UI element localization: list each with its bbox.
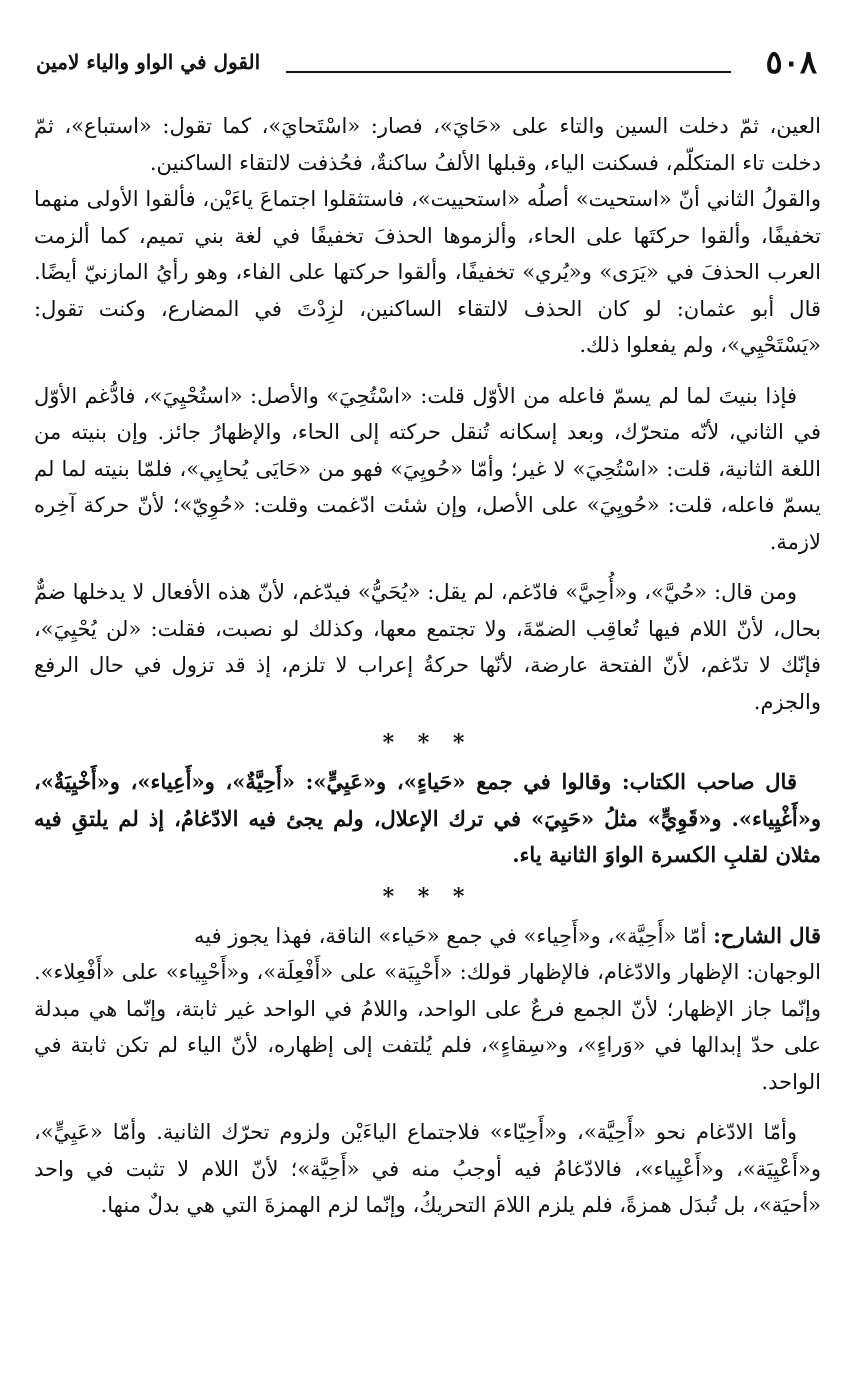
header-rule	[286, 71, 731, 73]
paragraph-two-ways: الوجهان: الإظهار والادّغام، فالإظهار قولك: «أَحْيِيَة» على «أَفْعِلَة»، و«أَحْيِياء» على «أَفْعِلاء». وإنّما جاز الإظهار؛ لأنّ الجمع فرعٌ على الواحد، واللامُ في الواحد غير ثابتة، وإنّما هي مبدلة على حدّ إبدالها في «وَراءٍ»، و«سِقاءٍ»، فلم يُلتفت إلى إظهاره، لأنّ الياء لم تكن ثابتة في الواحد.	[34, 960, 821, 1094]
section-separator: * * *	[382, 730, 473, 756]
paragraph-continuation: العين، ثمّ دخلت السين والتاء على «حَايَ»، فصار: «اسْتَحايَ»، كما تقول: «استباع»، ثمّ دخلت تاء المتكلّم، فسكنت الياء، وقبلها الألفُ ساكنةٌ، فحُذفت لالتقاء الساكنين.	[34, 114, 821, 175]
section-separator: * * *	[382, 883, 473, 910]
running-head	[36, 44, 817, 90]
commentary-text: أمّا «أَحِيَّة»، و«أَحِياء» في جمع «حَياء» الناقة، فهذا يجوز فيه	[194, 923, 707, 948]
paragraph-second-opinion: والقولُ الثاني أنّ «استحيت» أصلُه «استحييت»، فاستثقلوا اجتماعَ ياءَيْن، فألقوا الأولى منهما تخفيفًا، وألقوا حركتَها على الحاء، وألزموها الحذفَ تخفيفًا في لغة بني تميم، كما ألزمت العرب الحذفَ في «يَرَى» و«يُري» تخفيفًا، وألقوا حركتها على الفاء، وهو رأيُ المازنيّ أيضًا. قال أبو عثمان: لو كان الحذف لالتقاء الساكنين، لزِدْتَ في المضارع، وكنت تقول: «يَسْتَحْيِي»، ولم يفعلوا ذلك.	[34, 187, 821, 357]
chapter-title: القول في الواو والياء لامين	[36, 50, 261, 74]
page-number: ٥٠٨	[765, 43, 817, 81]
paragraph-commentary-intro	[34, 918, 821, 955]
paragraph-passive-form: فإذا بنيتَ لما لم يسمّ فاعله من الأوّل قلت: «اسْتُحِيَ» والأصل: «استُحْيِيَ»، فادُّغم الأوّل في الثاني، لأنّه متحرّك، وبعد إسكانه تُنقل حركته إلى الحاء، والإظهارُ جائز. وإن بنيته من اللغة الثانية، قلت: «اسْتُحِيَ» لا غير؛ وأمّا «حُويِيَ» فهو من «حَايَى يُحايِي»، فلمّا بنيته لما لم يسمّ فاعله، قلت: «حُويِيَ» على الأصل، وإن شئت ادّغمت وقلت: «حُوِيّ»؛ لأنّ حركة آخِره لازمة.	[34, 383, 821, 554]
paragraph-assimilation: وأمّا الادّغام نحو «أَحِيَّة»، و«أَحِيّاء» فلاجتماع الياءَيْن ولزوم تحرّك الثانية. وأمّا «عَيِيٍّ»، و«أَعْيِيَة»، و«أَعْيِياء»، فالادّغامُ فيه أوجبُ منه في «أَحِيَّة»؛ لأنّ اللام لا تثبت في واحد «أحيَة»، بل تُبدَل همزةً، فلم يلزم اللامَ التحريكُ، وإنّما لزم الهمزةَ التي هي بدلٌ منها.	[34, 1120, 821, 1217]
page-body	[34, 108, 821, 1224]
commentator-label: قال الشارح:	[713, 922, 821, 948]
paragraph-no-assimilation: ومن قال: «حُيَّ»، و«أُحِيَّ» فادّغم، لم يقل: «يُحَيُّ» فيدّغم، لأنّ هذه الأفعال لا يدخلها ضمٌّ بحال، لأنّ اللام فيها تُعاقِب الضمّةَ، ولا تجتمع معها، وكذلك لو نصبت، فقلت: «لن يُحْيِيَ»، فإنّك لا تدّغم، لأنّ الفتحة عارضة، لأنّها حركةُ إعراب لا تلزم، إذ قد تزول في حال الرفع والجزم.	[34, 580, 821, 714]
paragraph-author-quote: قال صاحب الكتاب: وقالوا في جمع «حَياءٍ»، و«عَيِيٍّ»: «أَحِيَّةٌ»، و«أَعِياء»، و«أَخْيِيَةٌ»، و«أَغْيِياء». و«قَوِيٍّ» مثلُ «حَيِيَ» في ترك الإعلال، ولم يجئ فيه الادّغامُ، إذ لم يلتقِ فيه مثلان لقلبِ الكسرة الواوَ الثانية ياء.	[34, 769, 821, 867]
